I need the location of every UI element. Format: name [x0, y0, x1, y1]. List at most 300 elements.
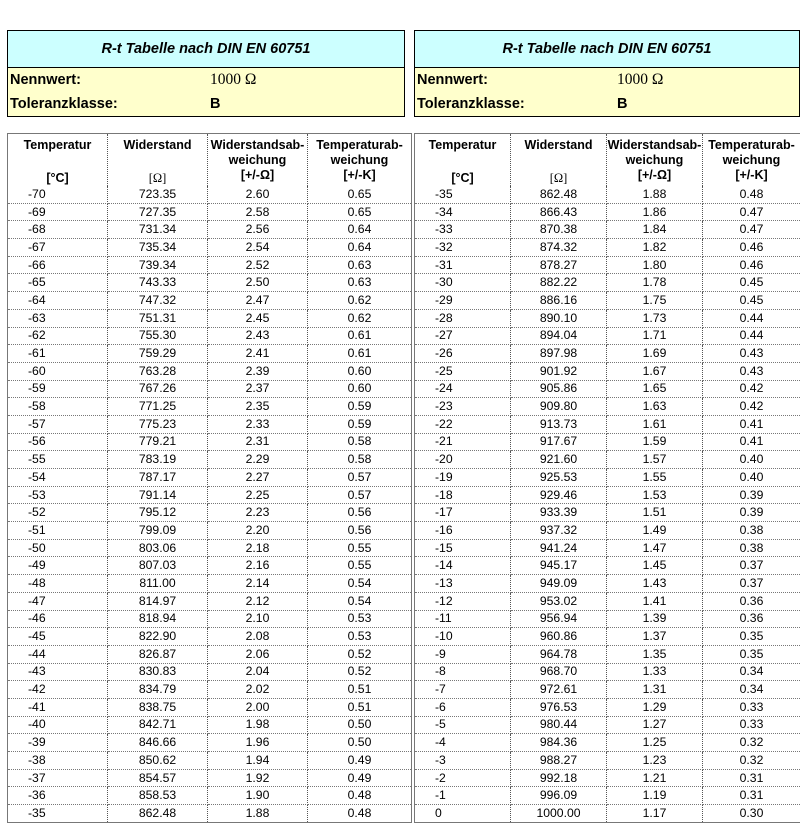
temperature-tolerance-cell: 0.48: [703, 186, 800, 203]
resistance-tolerance-cell: 1.39: [607, 610, 703, 628]
table-row: [415, 504, 800, 522]
temperature-tolerance-cell: 0.53: [308, 628, 412, 646]
table-row: [415, 698, 800, 716]
temperature-tolerance-cell: 0.56: [308, 504, 412, 522]
temperature-cell: -35: [8, 805, 108, 823]
temperature-cell: -27: [415, 327, 511, 345]
temperature-tolerance-cell: 0.34: [703, 681, 800, 699]
resistance-cell: 763.28: [108, 362, 208, 380]
resistance-tolerance-cell: 2.20: [208, 522, 308, 540]
temperature-cell: -23: [415, 398, 511, 416]
resistance-cell: 862.48: [108, 805, 208, 823]
resistance-cell: 976.53: [511, 698, 607, 716]
temperature-cell: -54: [8, 469, 108, 487]
temperature-tolerance-cell: 0.65: [308, 186, 412, 203]
resistance-cell: 759.29: [108, 345, 208, 363]
temperature-cell: -24: [415, 380, 511, 398]
table-row: [415, 539, 800, 557]
temperature-tolerance-cell: 0.57: [308, 469, 412, 487]
resistance-tolerance-cell: 2.31: [208, 433, 308, 451]
temperature-tolerance-cell: 0.48: [308, 787, 412, 805]
resistance-tolerance-cell: 1.37: [607, 628, 703, 646]
left-table-title: R-t Tabelle nach DIN EN 60751: [8, 31, 404, 68]
table-row: [8, 221, 412, 239]
temperature-cell: -28: [415, 309, 511, 327]
temperature-tolerance-cell: 0.60: [308, 380, 412, 398]
resistance-cell: 739.34: [108, 256, 208, 274]
temperature-cell: -48: [8, 575, 108, 593]
resistance-cell: 830.83: [108, 663, 208, 681]
resistance-cell: 767.26: [108, 380, 208, 398]
resistance-tolerance-cell: 1.61: [607, 415, 703, 433]
temperature-cell: -46: [8, 610, 108, 628]
col-temperatur-header: Temperatur [°C]: [8, 134, 108, 187]
temperature-cell: -39: [8, 734, 108, 752]
left-panel: [7, 30, 405, 117]
resistance-cell: 972.61: [511, 681, 607, 699]
resistance-cell: 870.38: [511, 221, 607, 239]
resistance-cell: 953.02: [511, 592, 607, 610]
temperature-cell: 0: [415, 805, 511, 823]
resistance-tolerance-cell: 2.10: [208, 610, 308, 628]
temperature-cell: -6: [415, 698, 511, 716]
table-row: [415, 274, 800, 292]
table-row: [8, 805, 412, 823]
table-row: [415, 805, 800, 823]
table-row: [415, 681, 800, 699]
temperature-cell: -69: [8, 203, 108, 221]
table-row: [8, 628, 412, 646]
table-row: [8, 787, 412, 805]
resistance-cell: 917.67: [511, 433, 607, 451]
resistance-cell: 803.06: [108, 539, 208, 557]
resistance-cell: 929.46: [511, 486, 607, 504]
resistance-tolerance-cell: 2.60: [208, 186, 308, 203]
resistance-cell: 945.17: [511, 557, 607, 575]
resistance-tolerance-cell: 2.06: [208, 645, 308, 663]
temperature-cell: -5: [415, 716, 511, 734]
temperature-tolerance-cell: 0.48: [308, 805, 412, 823]
table-row: [415, 239, 800, 257]
temperature-tolerance-cell: 0.64: [308, 239, 412, 257]
temperature-tolerance-cell: 0.59: [308, 398, 412, 416]
table-row: [8, 469, 412, 487]
resistance-tolerance-cell: 1.35: [607, 645, 703, 663]
temperature-cell: -1: [415, 787, 511, 805]
resistance-cell: 886.16: [511, 292, 607, 310]
resistance-cell: 799.09: [108, 522, 208, 540]
table-row: [8, 539, 412, 557]
temperature-cell: -70: [8, 186, 108, 203]
resistance-cell: 747.32: [108, 292, 208, 310]
resistance-cell: 826.87: [108, 645, 208, 663]
table-row: [415, 398, 800, 416]
temperature-tolerance-cell: 0.46: [703, 256, 800, 274]
temperature-tolerance-cell: 0.43: [703, 345, 800, 363]
table-row: [8, 327, 412, 345]
temperature-tolerance-cell: 0.38: [703, 522, 800, 540]
resistance-tolerance-cell: 2.04: [208, 663, 308, 681]
temperature-cell: -10: [415, 628, 511, 646]
temperature-tolerance-cell: 0.36: [703, 610, 800, 628]
table-row: [8, 522, 412, 540]
toleranzklasse-label: Toleranzklasse:: [415, 96, 617, 112]
temperature-cell: -35: [415, 186, 511, 203]
resistance-cell: 791.14: [108, 486, 208, 504]
resistance-tolerance-cell: 1.88: [208, 805, 308, 823]
resistance-tolerance-cell: 2.54: [208, 239, 308, 257]
table-row: [415, 610, 800, 628]
table-row: [415, 221, 800, 239]
temperature-cell: -14: [415, 557, 511, 575]
temperature-cell: -64: [8, 292, 108, 310]
temperature-cell: -12: [415, 592, 511, 610]
table-row: [415, 716, 800, 734]
resistance-tolerance-cell: 2.37: [208, 380, 308, 398]
resistance-cell: 743.33: [108, 274, 208, 292]
table-row: [415, 256, 800, 274]
temperature-tolerance-cell: 0.37: [703, 575, 800, 593]
temperature-cell: -32: [415, 239, 511, 257]
table-row: [8, 309, 412, 327]
temperature-tolerance-cell: 0.30: [703, 805, 800, 823]
temperature-tolerance-cell: 0.64: [308, 221, 412, 239]
resistance-tolerance-cell: 1.29: [607, 698, 703, 716]
resistance-cell: 858.53: [108, 787, 208, 805]
temperature-cell: -11: [415, 610, 511, 628]
table-row: [8, 256, 412, 274]
temperature-tolerance-cell: 0.47: [703, 221, 800, 239]
table-row: [415, 645, 800, 663]
resistance-tolerance-cell: 1.73: [607, 309, 703, 327]
resistance-tolerance-cell: 1.63: [607, 398, 703, 416]
resistance-tolerance-cell: 2.08: [208, 628, 308, 646]
resistance-tolerance-cell: 1.47: [607, 539, 703, 557]
resistance-tolerance-cell: 1.82: [607, 239, 703, 257]
resistance-cell: 834.79: [108, 681, 208, 699]
resistance-tolerance-cell: 1.21: [607, 769, 703, 787]
temperature-tolerance-cell: 0.63: [308, 256, 412, 274]
resistance-tolerance-cell: 2.27: [208, 469, 308, 487]
col-temperaturabweichung-header: Temperaturab- weichung [+/-K]: [703, 134, 800, 187]
temperature-tolerance-cell: 0.45: [703, 292, 800, 310]
temperature-tolerance-cell: 0.51: [308, 698, 412, 716]
nennwert-value: 1000 Ω: [210, 71, 256, 89]
temperature-tolerance-cell: 0.42: [703, 380, 800, 398]
temperature-tolerance-cell: 0.54: [308, 592, 412, 610]
resistance-tolerance-cell: 2.00: [208, 698, 308, 716]
resistance-tolerance-cell: 2.56: [208, 221, 308, 239]
temperature-tolerance-cell: 0.41: [703, 433, 800, 451]
resistance-cell: 783.19: [108, 451, 208, 469]
table-row: [8, 186, 412, 203]
resistance-cell: 751.31: [108, 309, 208, 327]
table-row: [415, 734, 800, 752]
left-nennwert-row: [8, 68, 404, 92]
table-row: [8, 575, 412, 593]
left-klasse-row: [8, 92, 404, 116]
resistance-tolerance-cell: 1.88: [607, 186, 703, 203]
resistance-tolerance-cell: 2.02: [208, 681, 308, 699]
resistance-cell: 909.80: [511, 398, 607, 416]
table-row: [415, 575, 800, 593]
temperature-tolerance-cell: 0.45: [703, 274, 800, 292]
resistance-cell: 968.70: [511, 663, 607, 681]
resistance-tolerance-cell: 2.35: [208, 398, 308, 416]
table-row: [8, 769, 412, 787]
table-row: [415, 345, 800, 363]
temperature-cell: -19: [415, 469, 511, 487]
temperature-tolerance-cell: 0.39: [703, 486, 800, 504]
left-rt-table: [7, 133, 412, 823]
table-row: [8, 398, 412, 416]
resistance-cell: 755.30: [108, 327, 208, 345]
resistance-tolerance-cell: 2.12: [208, 592, 308, 610]
temperature-tolerance-cell: 0.52: [308, 645, 412, 663]
temperature-tolerance-cell: 0.32: [703, 752, 800, 770]
temperature-cell: -20: [415, 451, 511, 469]
temperature-cell: -9: [415, 645, 511, 663]
toleranzklasse-value: B: [617, 96, 627, 112]
resistance-tolerance-cell: 2.45: [208, 309, 308, 327]
table-row: [8, 451, 412, 469]
resistance-cell: 964.78: [511, 645, 607, 663]
temperature-tolerance-cell: 0.58: [308, 433, 412, 451]
temperature-cell: -66: [8, 256, 108, 274]
temperature-cell: -29: [415, 292, 511, 310]
resistance-tolerance-cell: 2.25: [208, 486, 308, 504]
resistance-tolerance-cell: 1.49: [607, 522, 703, 540]
resistance-cell: 980.44: [511, 716, 607, 734]
resistance-cell: 988.27: [511, 752, 607, 770]
table-row: [8, 645, 412, 663]
resistance-cell: 787.17: [108, 469, 208, 487]
resistance-cell: 771.25: [108, 398, 208, 416]
table-row: [415, 486, 800, 504]
resistance-tolerance-cell: 2.47: [208, 292, 308, 310]
temperature-cell: -16: [415, 522, 511, 540]
temperature-cell: -67: [8, 239, 108, 257]
temperature-tolerance-cell: 0.59: [308, 415, 412, 433]
resistance-cell: 727.35: [108, 203, 208, 221]
temperature-cell: -61: [8, 345, 108, 363]
right-panel: [414, 30, 800, 117]
temperature-cell: -65: [8, 274, 108, 292]
temperature-tolerance-cell: 0.50: [308, 734, 412, 752]
resistance-cell: 921.60: [511, 451, 607, 469]
resistance-cell: 846.66: [108, 734, 208, 752]
table-row: [415, 752, 800, 770]
right-klasse-row: [415, 92, 799, 116]
temperature-tolerance-cell: 0.43: [703, 362, 800, 380]
resistance-tolerance-cell: 2.29: [208, 451, 308, 469]
table-row: [415, 769, 800, 787]
table-row: [415, 469, 800, 487]
temperature-tolerance-cell: 0.58: [308, 451, 412, 469]
temperature-tolerance-cell: 0.55: [308, 557, 412, 575]
temperature-tolerance-cell: 0.50: [308, 716, 412, 734]
temperature-tolerance-cell: 0.33: [703, 698, 800, 716]
temperature-tolerance-cell: 0.42: [703, 398, 800, 416]
temperature-tolerance-cell: 0.52: [308, 663, 412, 681]
temperature-cell: -43: [8, 663, 108, 681]
resistance-cell: 866.43: [511, 203, 607, 221]
temperature-cell: -42: [8, 681, 108, 699]
table-row: [415, 787, 800, 805]
temperature-tolerance-cell: 0.33: [703, 716, 800, 734]
resistance-cell: 731.34: [108, 221, 208, 239]
temperature-tolerance-cell: 0.49: [308, 769, 412, 787]
temperature-tolerance-cell: 0.62: [308, 292, 412, 310]
temperature-cell: -56: [8, 433, 108, 451]
resistance-tolerance-cell: 1.59: [607, 433, 703, 451]
temperature-cell: -63: [8, 309, 108, 327]
resistance-tolerance-cell: 1.23: [607, 752, 703, 770]
temperature-cell: -47: [8, 592, 108, 610]
resistance-tolerance-cell: 1.27: [607, 716, 703, 734]
table-row: [8, 610, 412, 628]
resistance-cell: 882.22: [511, 274, 607, 292]
table-row: [8, 557, 412, 575]
resistance-cell: 811.00: [108, 575, 208, 593]
temperature-tolerance-cell: 0.53: [308, 610, 412, 628]
resistance-tolerance-cell: 1.53: [607, 486, 703, 504]
table-row: [415, 292, 800, 310]
table-row: [415, 415, 800, 433]
table-row: [8, 716, 412, 734]
table-row: [415, 557, 800, 575]
temperature-tolerance-cell: 0.62: [308, 309, 412, 327]
resistance-cell: 992.18: [511, 769, 607, 787]
resistance-tolerance-cell: 2.23: [208, 504, 308, 522]
resistance-cell: 925.53: [511, 469, 607, 487]
temperature-tolerance-cell: 0.41: [703, 415, 800, 433]
resistance-cell: 795.12: [108, 504, 208, 522]
temperature-tolerance-cell: 0.38: [703, 539, 800, 557]
resistance-cell: 723.35: [108, 186, 208, 203]
resistance-cell: 735.34: [108, 239, 208, 257]
temperature-cell: -57: [8, 415, 108, 433]
col-widerstand-header: Widerstand [Ω]: [511, 134, 607, 187]
col-temperatur-header: Temperatur [°C]: [415, 134, 511, 187]
temperature-cell: -60: [8, 362, 108, 380]
temperature-tolerance-cell: 0.65: [308, 203, 412, 221]
temperature-cell: -68: [8, 221, 108, 239]
resistance-cell: 1000.00: [511, 805, 607, 823]
resistance-tolerance-cell: 1.90: [208, 787, 308, 805]
nennwert-label: Nennwert:: [415, 72, 617, 88]
temperature-tolerance-cell: 0.32: [703, 734, 800, 752]
temperature-cell: -33: [415, 221, 511, 239]
resistance-cell: 878.27: [511, 256, 607, 274]
resistance-tolerance-cell: 2.41: [208, 345, 308, 363]
resistance-tolerance-cell: 2.16: [208, 557, 308, 575]
resistance-cell: 850.62: [108, 752, 208, 770]
temperature-tolerance-cell: 0.36: [703, 592, 800, 610]
col-temperaturabweichung-header: Temperaturab- weichung [+/-K]: [308, 134, 412, 187]
right-table-title: R-t Tabelle nach DIN EN 60751: [415, 31, 799, 68]
col-widerstand-header: Widerstand [Ω]: [108, 134, 208, 187]
table-row: [415, 203, 800, 221]
resistance-tolerance-cell: 1.75: [607, 292, 703, 310]
nennwert-value: 1000 Ω: [617, 71, 663, 89]
temperature-cell: -44: [8, 645, 108, 663]
resistance-tolerance-cell: 1.33: [607, 663, 703, 681]
temperature-tolerance-cell: 0.47: [703, 203, 800, 221]
table-row: [8, 345, 412, 363]
table-row: [8, 752, 412, 770]
resistance-tolerance-cell: 2.33: [208, 415, 308, 433]
temperature-cell: -58: [8, 398, 108, 416]
resistance-tolerance-cell: 1.43: [607, 575, 703, 593]
temperature-cell: -62: [8, 327, 108, 345]
table-row: [415, 663, 800, 681]
temperature-cell: -40: [8, 716, 108, 734]
table-row: [8, 380, 412, 398]
resistance-cell: 807.03: [108, 557, 208, 575]
table-row: [8, 663, 412, 681]
table-row: [8, 239, 412, 257]
temperature-tolerance-cell: 0.56: [308, 522, 412, 540]
temperature-cell: -41: [8, 698, 108, 716]
temperature-tolerance-cell: 0.46: [703, 239, 800, 257]
temperature-tolerance-cell: 0.51: [308, 681, 412, 699]
temperature-tolerance-cell: 0.35: [703, 628, 800, 646]
resistance-cell: 984.36: [511, 734, 607, 752]
table-row: [415, 522, 800, 540]
resistance-tolerance-cell: 1.51: [607, 504, 703, 522]
resistance-tolerance-cell: 1.55: [607, 469, 703, 487]
table-row: [415, 309, 800, 327]
temperature-tolerance-cell: 0.60: [308, 362, 412, 380]
resistance-tolerance-cell: 1.17: [607, 805, 703, 823]
table-row: [415, 327, 800, 345]
table-row: [8, 698, 412, 716]
table-row: [415, 186, 800, 203]
temperature-cell: -36: [8, 787, 108, 805]
resistance-cell: 913.73: [511, 415, 607, 433]
temperature-tolerance-cell: 0.40: [703, 469, 800, 487]
table-row: [8, 292, 412, 310]
temperature-cell: -31: [415, 256, 511, 274]
right-column-header-row: [415, 134, 800, 187]
temperature-cell: -18: [415, 486, 511, 504]
resistance-tolerance-cell: 1.98: [208, 716, 308, 734]
resistance-tolerance-cell: 1.78: [607, 274, 703, 292]
temperature-cell: -38: [8, 752, 108, 770]
temperature-tolerance-cell: 0.49: [308, 752, 412, 770]
resistance-tolerance-cell: 1.94: [208, 752, 308, 770]
resistance-tolerance-cell: 1.25: [607, 734, 703, 752]
temperature-tolerance-cell: 0.35: [703, 645, 800, 663]
table-row: [415, 362, 800, 380]
table-row: [415, 592, 800, 610]
resistance-cell: 814.97: [108, 592, 208, 610]
resistance-cell: 874.32: [511, 239, 607, 257]
toleranzklasse-label: Toleranzklasse:: [8, 96, 210, 112]
temperature-tolerance-cell: 0.57: [308, 486, 412, 504]
resistance-tolerance-cell: 1.19: [607, 787, 703, 805]
resistance-cell: 775.23: [108, 415, 208, 433]
table-row: [8, 433, 412, 451]
resistance-cell: 854.57: [108, 769, 208, 787]
resistance-cell: 933.39: [511, 504, 607, 522]
col-widerstandsabweichung-header: Widerstandsab- weichung [+/-Ω]: [607, 134, 703, 187]
temperature-cell: -22: [415, 415, 511, 433]
temperature-cell: -26: [415, 345, 511, 363]
resistance-tolerance-cell: 1.45: [607, 557, 703, 575]
temperature-tolerance-cell: 0.31: [703, 787, 800, 805]
